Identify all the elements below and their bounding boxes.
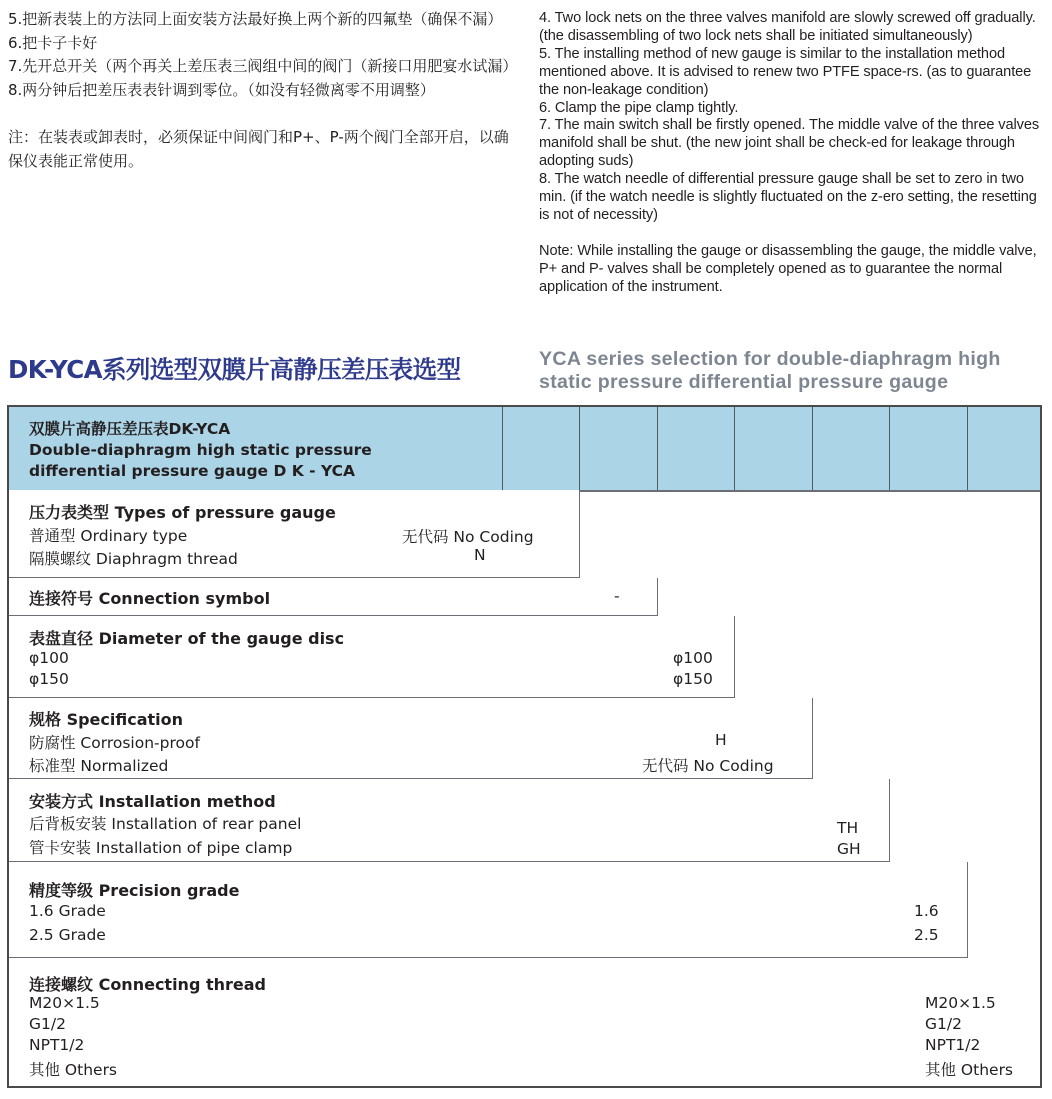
en-step-6: 6. Clamp the pipe clamp tightly. <box>539 99 739 116</box>
option-code: H <box>715 731 727 749</box>
option-code: TH <box>837 819 859 837</box>
section-title-en <box>539 348 1001 394</box>
row-connecting-thread <box>9 958 1040 1086</box>
row-title: 连接符号 Connection symbol <box>29 589 271 608</box>
option-label: 普通型 Ordinary type <box>29 527 188 545</box>
cn-step-5: 5.把新表装上的方法同上面安装方法最好换上两个新的四氟垫（确保不漏） <box>8 10 503 28</box>
option-code: φ150 <box>673 670 713 688</box>
english-instructions <box>539 10 1051 296</box>
option-label: φ100 <box>29 649 69 667</box>
option-label: 后背板安装 Installation of rear panel <box>29 815 302 833</box>
en-step-8: 8. The watch needle of differential pressure gauge shall be set to zero in two min. (if the watch needle is slightly fluctuated on the z-ero setting, the resetting is not of necessity) <box>539 171 1037 223</box>
code-column-7 <box>968 407 1040 490</box>
option-code: G1/2 <box>925 1015 962 1033</box>
header-text <box>29 419 372 482</box>
chinese-instructions <box>8 8 518 173</box>
row-precision <box>9 862 968 958</box>
table-header <box>9 407 1040 492</box>
section-title-en-line2: static pressure differential pressure gauge <box>539 371 949 393</box>
code-column-6 <box>890 407 968 490</box>
en-step-4: 4. Two lock nets on the three valves manifold are slowly screwed off gradually. (the disassembling of two lock nets shall be initiated simultaneously) <box>539 10 1036 44</box>
row-installation <box>9 779 890 862</box>
cn-step-6: 6.把卡子卡好 <box>8 33 98 52</box>
row-title: 安装方式 Installation method <box>29 792 276 811</box>
cn-note: 注：在装表或卸表时，必须保证中间阀门和P+、P-两个阀门全部开启，以确保仪表能正常使用。 <box>8 127 509 170</box>
code-column-4 <box>735 407 813 490</box>
option-code: 无代码 No Coding <box>642 757 774 775</box>
en-note: Note: While installing the gauge or disassembling the gauge, the middle valve, P+ and P- valves shall be completely opened as to guarantee the normal application of the instrument. <box>539 242 1037 295</box>
row-connection-symbol <box>9 578 658 616</box>
header-line3: differential pressure gauge D K - YCA <box>29 462 355 480</box>
selection-table <box>7 405 1042 1088</box>
row-gauge-type <box>9 490 580 578</box>
spacer <box>8 102 518 126</box>
row-specification <box>9 698 813 779</box>
option-label: 防腐性 Corrosion-proof <box>29 734 200 752</box>
option-label: 标准型 Normalized <box>29 757 169 775</box>
cn-step-7: 7.先开总开关（两个再关上差压表三阀组中间的阀门（新接口用肥宴水试漏） <box>8 57 518 76</box>
option-code: φ100 <box>673 649 713 667</box>
section-title-en-line1: YCA series selection for double-diaphragm high <box>539 348 1001 370</box>
option-code: 2.5 <box>914 926 939 944</box>
header-label-cell <box>9 407 503 490</box>
row-title: 规格 Specification <box>29 710 184 729</box>
row-disc-diameter <box>9 616 735 698</box>
option-label: 管卡安装 Installation of pipe clamp <box>29 839 293 857</box>
option-label: φ150 <box>29 670 69 688</box>
option-code: 无代码 No Coding <box>402 528 534 546</box>
code-column-2 <box>580 407 658 490</box>
option-code: - <box>614 587 620 605</box>
option-label: G1/2 <box>29 1015 66 1033</box>
option-code: NPT1/2 <box>925 1036 981 1054</box>
option-label: 2.5 Grade <box>29 926 106 944</box>
code-column-5 <box>813 407 890 490</box>
option-code: GH <box>837 840 861 858</box>
en-step-5: 5. The installing method of new gauge is similar to the installation method mentioned above. It is advised to renew two PTFE space-rs. (as to guarantee the non-leakage condition) <box>539 45 1032 98</box>
header-line1: 双膜片高静压差压表DK-YCA <box>29 420 231 438</box>
option-label: 1.6 Grade <box>29 902 106 920</box>
row-title: 表盘直径 Diameter of the gauge disc <box>29 629 345 648</box>
option-code: 1.6 <box>914 902 939 920</box>
option-code: 其他 Others <box>925 1061 1014 1079</box>
row-title: 连接螺纹 Connecting thread <box>29 975 267 994</box>
code-column-1 <box>503 407 580 490</box>
option-label: 其他 Others <box>29 1061 118 1079</box>
code-column-3 <box>658 407 735 490</box>
section-title-cn: DK-YCA系列选型双膜片高静压差压表选型 <box>8 355 461 384</box>
option-code: N <box>474 546 486 564</box>
en-step-7: 7. The main switch shall be firstly opened. The middle valve of the three valves manifold shall be shut. (the new joint shall be check-ed for leakage through adopting suds) <box>539 117 1040 170</box>
option-label: NPT1/2 <box>29 1036 85 1054</box>
row-title: 精度等级 Precision grade <box>29 881 240 900</box>
spacer <box>539 225 1051 243</box>
option-label: 隔膜螺纹 Diaphragm thread <box>29 550 238 568</box>
option-label: M20×1.5 <box>29 994 100 1012</box>
option-code: M20×1.5 <box>925 994 996 1012</box>
cn-step-8: 8.两分钟后把差压表表针调到零位。（如没有轻微离零不用调整） <box>8 80 435 99</box>
header-line2: Double-diaphragm high static pressure <box>29 441 372 459</box>
row-title: 压力表类型 Types of pressure gauge <box>29 503 336 522</box>
